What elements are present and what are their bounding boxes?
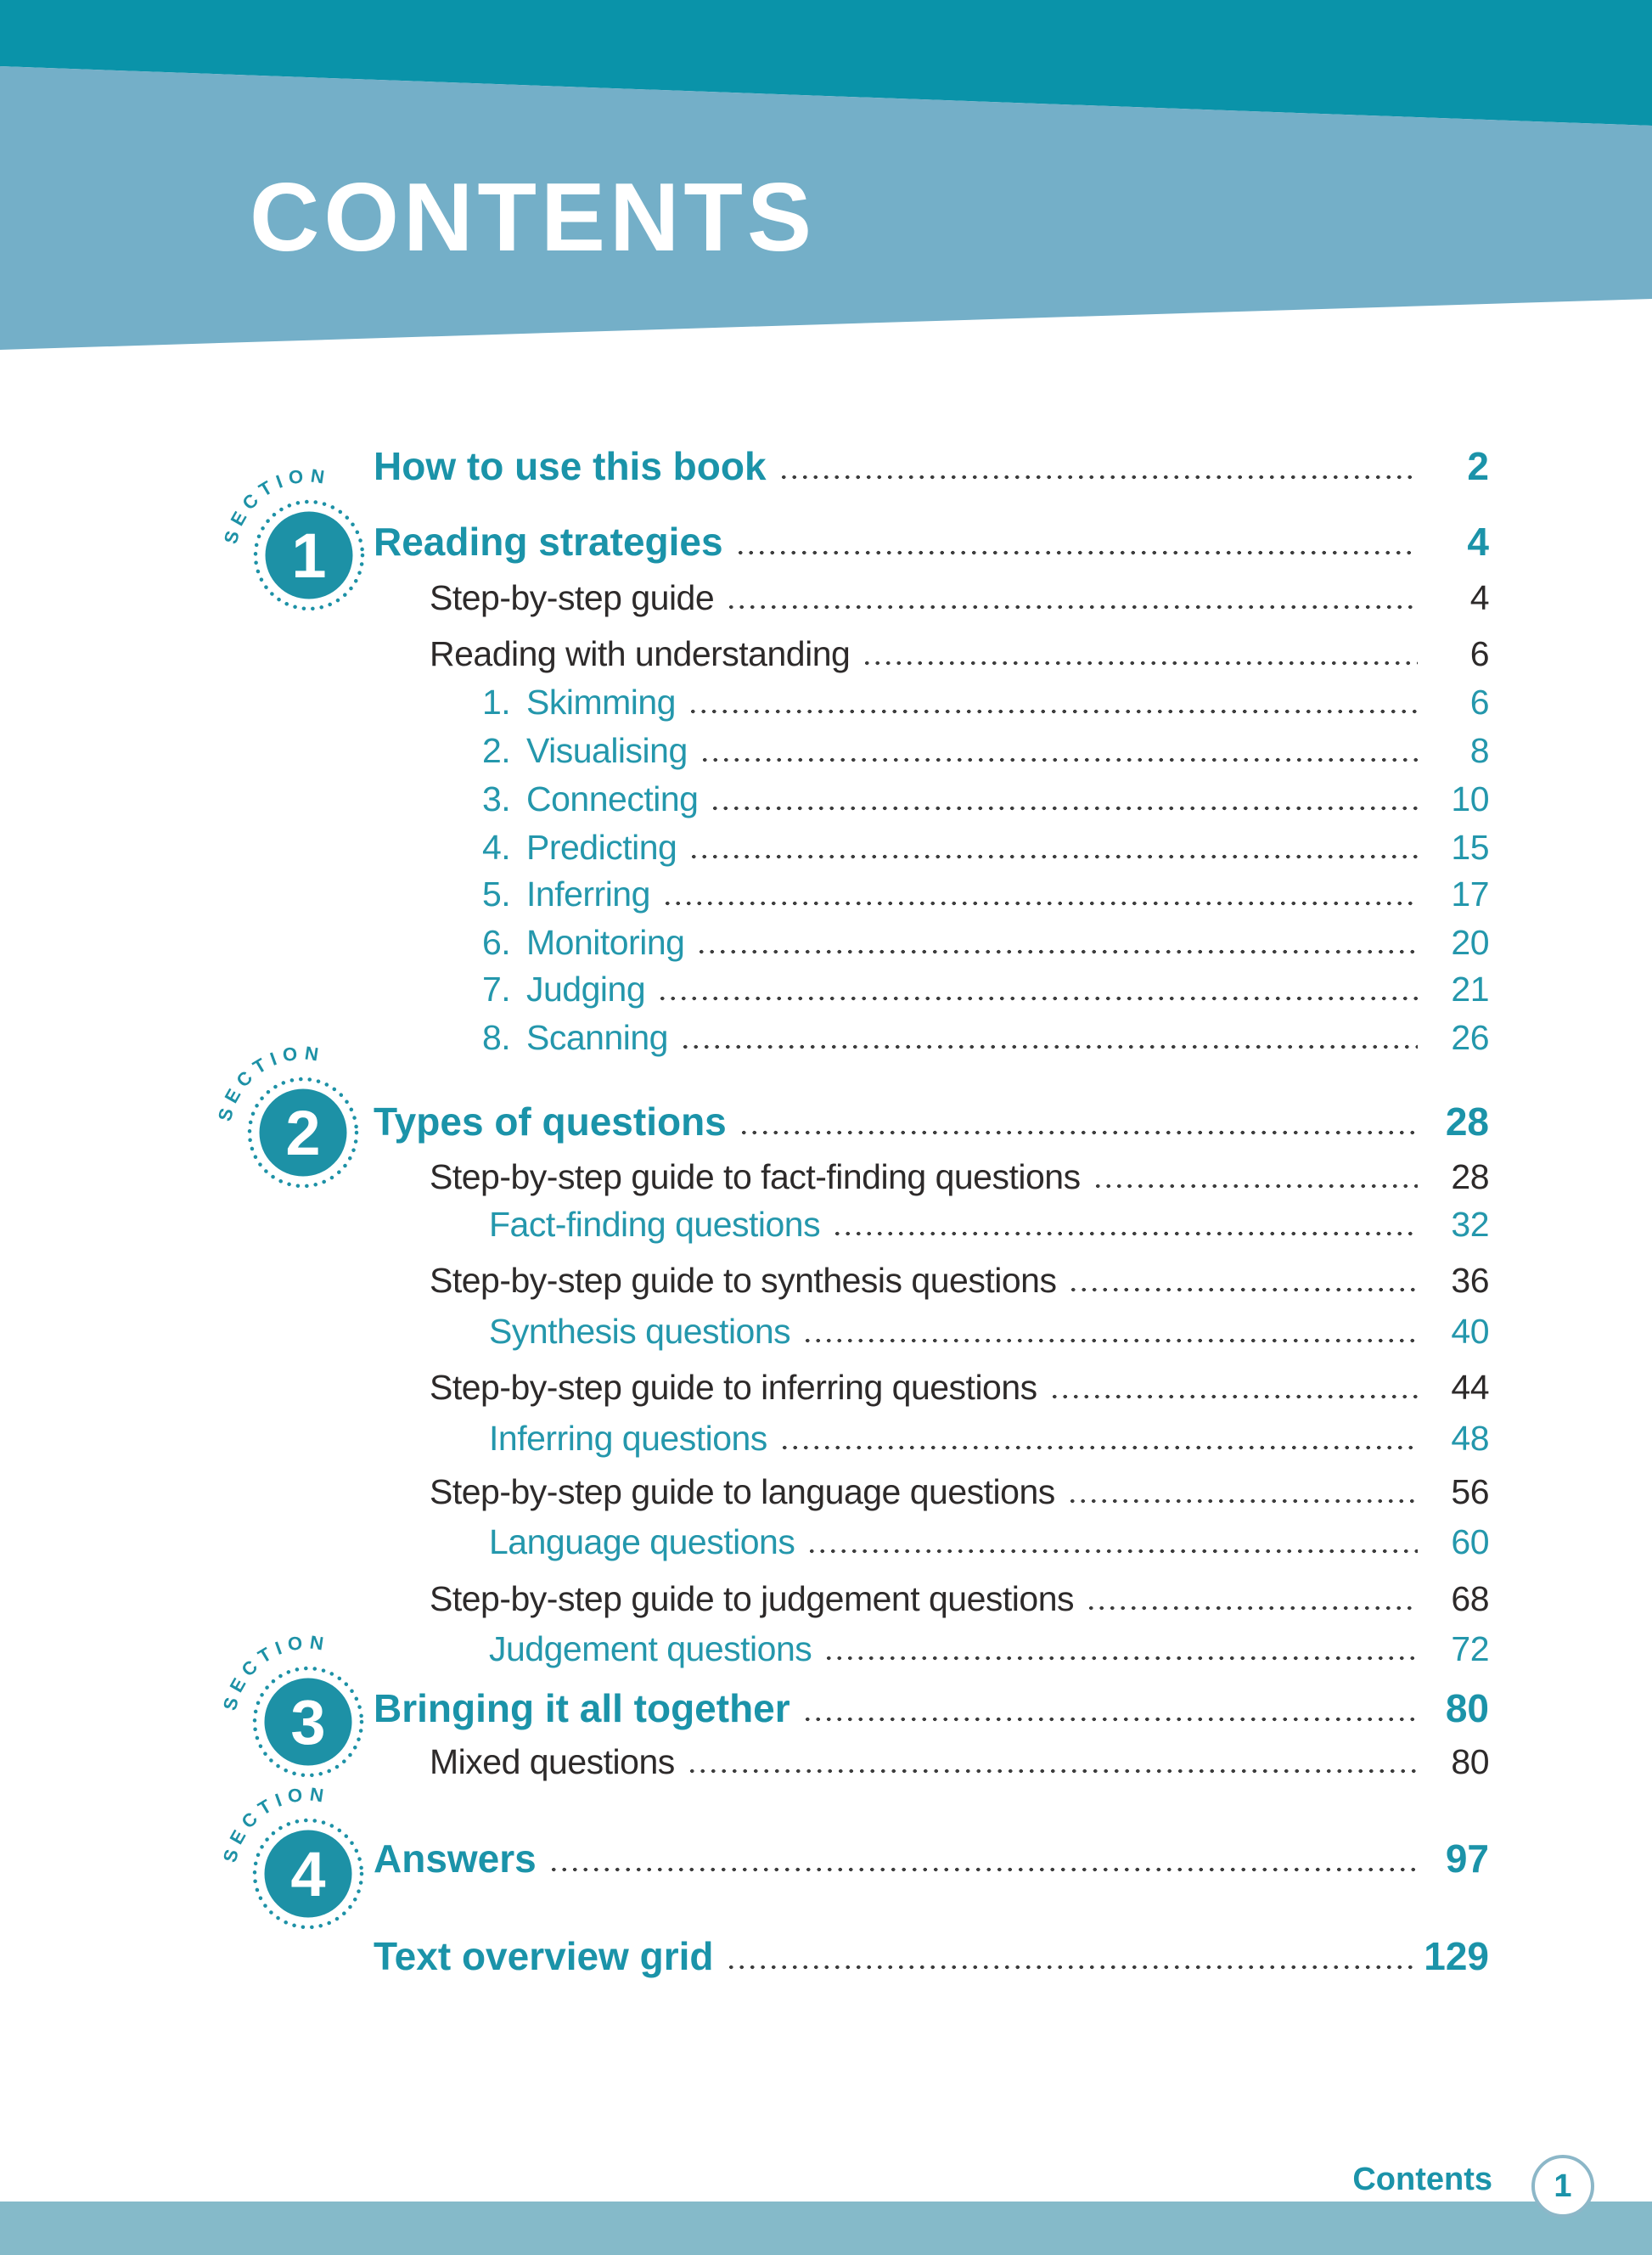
toc-entry	[430, 1259, 1489, 1298]
toc-entry	[482, 921, 1489, 960]
dotted-leader	[548, 1867, 1418, 1872]
dotted-leader	[832, 1231, 1418, 1236]
toc-entry-number: 4.	[482, 828, 511, 867]
toc-entry-page: 129	[1424, 1934, 1489, 1978]
dotted-leader	[739, 1130, 1418, 1135]
dotted-leader	[688, 709, 1418, 714]
dotted-leader	[687, 1769, 1418, 1774]
toc-entry-page: 21	[1451, 970, 1489, 1009]
toc-entry-page: 6	[1469, 683, 1489, 722]
toc-entry	[489, 1310, 1489, 1349]
toc-entry-page: 68	[1451, 1579, 1489, 1618]
toc-entry-page: 2	[1467, 444, 1489, 488]
toc-entry-label: Monitoring	[526, 923, 685, 962]
dotted-leader	[662, 901, 1418, 906]
toc-entry-page: 32	[1451, 1205, 1489, 1244]
badge-number: 3	[290, 1687, 326, 1757]
dotted-leader	[1067, 1499, 1418, 1504]
toc-entry	[482, 681, 1489, 720]
dotted-leader	[862, 661, 1418, 666]
dotted-leader	[802, 1717, 1418, 1722]
toc-entry-page: 40	[1451, 1312, 1489, 1351]
toc-entry	[430, 1577, 1489, 1617]
toc-entry	[430, 1366, 1489, 1405]
toc-entry-label: Inferring	[526, 874, 650, 914]
toc-entry-page: 4	[1467, 520, 1489, 564]
dotted-leader	[700, 757, 1418, 762]
toc-entry-label: Types of questions	[374, 1099, 727, 1144]
toc-entry-page: 80	[1445, 1686, 1489, 1730]
dotted-leader	[696, 949, 1418, 954]
toc-entry-label: Mixed questions	[430, 1742, 675, 1781]
dotted-leader	[778, 475, 1418, 480]
page-title: CONTENTS	[250, 164, 816, 272]
toc-entry-page: 97	[1445, 1836, 1489, 1881]
badge-number: 4	[290, 1839, 326, 1909]
badge-number: 1	[291, 520, 327, 591]
toc-entry	[489, 1521, 1489, 1560]
toc-entry-label: Judgement questions	[489, 1629, 812, 1668]
dotted-leader	[688, 854, 1418, 859]
toc-entry	[430, 1740, 1489, 1780]
toc-entry-number: 7.	[482, 970, 511, 1009]
dotted-leader	[735, 550, 1418, 555]
toc-entry	[489, 1203, 1489, 1242]
toc-entry-label: Visualising	[526, 731, 688, 770]
toc-entry-page: 72	[1451, 1629, 1489, 1668]
toc-entry-page: 28	[1445, 1099, 1489, 1144]
section-1-badge	[219, 464, 384, 630]
toc-entry-page: 15	[1451, 828, 1489, 867]
toc-entry	[374, 441, 1489, 486]
badge-section-word: SECTION	[218, 1631, 331, 1713]
dotted-leader	[1049, 1394, 1418, 1399]
toc-entry	[430, 633, 1489, 672]
toc-entry-page: 44	[1451, 1368, 1489, 1407]
toc-entry-page: 20	[1451, 923, 1489, 962]
toc-entry-page: 60	[1451, 1522, 1489, 1561]
toc-entry-label: Text overview grid	[374, 1934, 714, 1978]
toc-entry	[374, 1684, 1489, 1728]
toc-entry	[430, 576, 1489, 616]
toc-entry-label: Reading with understanding	[430, 634, 851, 673]
toc-entry-page: 80	[1451, 1742, 1489, 1781]
toc-entry	[430, 1471, 1489, 1510]
toc-entry-label: Inferring questions	[489, 1419, 767, 1458]
toc-entry-label: Step-by-step guide to language questions	[430, 1472, 1055, 1511]
dotted-leader	[726, 1965, 1416, 1970]
toc-entry-label: Judging	[526, 970, 646, 1009]
toc-entry-label: Reading strategies	[374, 520, 723, 564]
toc-entry-label: Step-by-step guide to judgement questions	[430, 1579, 1075, 1618]
toc-entry-label: Step-by-step guide to inferring questions	[430, 1368, 1037, 1407]
toc-entry-label: How to use this book	[374, 444, 767, 488]
toc-entry-page: 10	[1451, 779, 1489, 818]
toc-entry	[374, 1097, 1489, 1144]
toc-entry-number: 1.	[482, 683, 511, 722]
badge-section-word: SECTION	[219, 464, 332, 547]
dotted-leader	[680, 1044, 1418, 1049]
toc-entry	[374, 1932, 1489, 1976]
toc-entry-label: Answers	[374, 1836, 537, 1881]
toc-entry-page: 48	[1451, 1419, 1489, 1458]
toc-entry-page: 56	[1451, 1472, 1489, 1511]
toc-entry-label: Synthesis questions	[489, 1312, 791, 1351]
toc-entry-label: Predicting	[526, 828, 677, 867]
toc-entry	[489, 1417, 1489, 1456]
dotted-leader	[802, 1338, 1418, 1343]
dotted-leader	[823, 1656, 1418, 1661]
footer-band	[0, 2202, 1652, 2255]
section-4-badge	[218, 1783, 383, 1949]
toc-entry-page: 6	[1469, 634, 1489, 673]
dotted-leader	[710, 806, 1418, 811]
toc-entry-label: Step-by-step guide to synthesis questions	[430, 1261, 1057, 1300]
toc-entry-label: Fact-finding questions	[489, 1205, 821, 1244]
toc-entry-page: 17	[1451, 874, 1489, 914]
footer-page-number: 1	[1554, 2168, 1572, 2204]
section-3-badge	[218, 1631, 383, 1797]
toc-entry-label: Step-by-step guide	[430, 578, 715, 617]
dotted-leader	[1086, 1605, 1418, 1611]
toc-entry	[482, 826, 1489, 865]
toc-entry-number: 6.	[482, 923, 511, 962]
toc-entry-number: 5.	[482, 874, 511, 914]
toc-entry-label: Language questions	[489, 1522, 795, 1561]
toc-entry-page: 36	[1451, 1261, 1489, 1300]
toc-entry-number: 2.	[482, 731, 511, 770]
toc-entry-label: Bringing it all together	[374, 1686, 790, 1730]
badge-number: 2	[285, 1098, 321, 1168]
toc-entry-page: 8	[1469, 731, 1489, 770]
toc-entry-number: 3.	[482, 779, 511, 818]
dotted-leader	[1093, 1184, 1418, 1189]
dotted-leader	[779, 1445, 1418, 1450]
toc-entry-label: Skimming	[526, 683, 676, 722]
footer-contents-label: Contents	[1352, 2162, 1492, 2197]
toc-entry-number: 8.	[482, 1018, 511, 1057]
dotted-leader	[1068, 1287, 1418, 1292]
dotted-leader	[657, 996, 1418, 1001]
badge-section-word: SECTION	[218, 1783, 331, 1865]
toc-entry	[482, 778, 1489, 817]
toc-entry	[482, 873, 1489, 912]
badge-section-word: SECTION	[213, 1042, 326, 1124]
toc-entry	[482, 729, 1489, 768]
toc-entry-label: Step-by-step guide to fact-finding questions	[430, 1157, 1081, 1196]
toc-entry-page: 4	[1469, 578, 1489, 617]
toc-entry	[482, 1016, 1489, 1055]
toc-entry-page: 28	[1451, 1157, 1489, 1196]
toc-entry	[489, 1628, 1489, 1667]
section-2-badge	[213, 1042, 378, 1207]
toc-entry-page: 26	[1451, 1018, 1489, 1057]
toc-entry-label: Connecting	[526, 779, 699, 818]
toc-entry	[374, 517, 1489, 564]
toc-entry	[374, 1834, 1489, 1881]
toc-entry	[430, 1156, 1489, 1195]
toc-entry	[482, 968, 1489, 1007]
footer-page-circle	[1531, 2155, 1594, 2218]
toc-entry-label: Scanning	[526, 1018, 668, 1057]
dotted-leader	[806, 1549, 1418, 1554]
dotted-leader	[726, 605, 1418, 610]
